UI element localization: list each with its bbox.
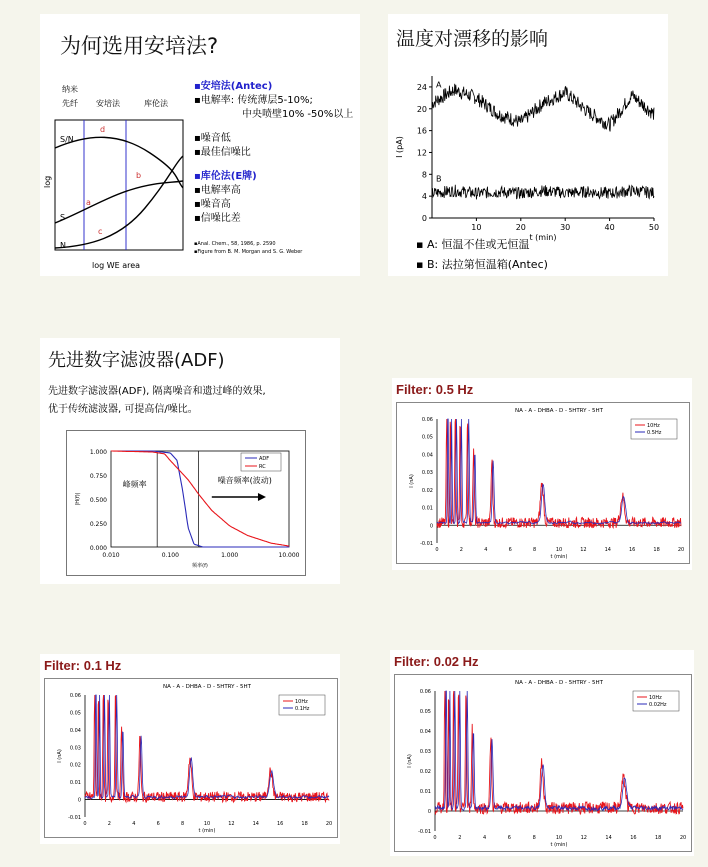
filter-xtick-label: 16 bbox=[629, 547, 636, 553]
adf-xlabel: 频率(f) bbox=[192, 563, 208, 569]
drift-series-label-A: A bbox=[436, 80, 442, 90]
filter-legend-label: 0.02Hz bbox=[649, 702, 667, 708]
filter-ytick-label: 0.05 bbox=[419, 709, 431, 715]
diagram-ylabel: log bbox=[43, 175, 52, 188]
filter-ytick-label: 0 bbox=[429, 523, 433, 530]
adf-chart bbox=[67, 431, 305, 575]
filter-legend-label: 10Hz bbox=[647, 423, 660, 429]
filter-01-chart bbox=[44, 678, 338, 838]
drift-ytick-label: 16 bbox=[416, 126, 427, 136]
filter-xtick-label: 12 bbox=[228, 821, 235, 827]
filter-xtick-label: 6 bbox=[508, 547, 512, 553]
filter-xtick-label: 14 bbox=[252, 821, 259, 827]
adf-ytick-label: 0.250 bbox=[89, 521, 107, 528]
filter-xtick-label: 18 bbox=[301, 821, 308, 827]
adf-xtick-label: 0.010 bbox=[102, 552, 120, 559]
antec-line-3: ▪噪音低 bbox=[194, 133, 231, 144]
filter-xtick-label: 2 bbox=[458, 835, 462, 841]
ref-2: ▪Figure from B. M. Morgan and S. G. Weber bbox=[194, 249, 303, 255]
filter-xtick-label: 10 bbox=[555, 835, 563, 841]
filter-series-0.5Hz bbox=[437, 419, 681, 524]
adf-xtick-label: 10.000 bbox=[278, 552, 300, 559]
drift-xtick-label: 50 bbox=[648, 223, 660, 232]
filter-xtick-label: 6 bbox=[156, 821, 160, 827]
drift-ytick-label: 20 bbox=[416, 104, 427, 114]
adf-xtick-label: 1.000 bbox=[221, 552, 239, 559]
filter-002-title: Filter: 0.02 Hz bbox=[394, 654, 479, 669]
filter-ytick-label: 0 bbox=[77, 797, 81, 804]
filter-ytick-label: 0.05 bbox=[421, 434, 433, 441]
filter-xtick-label: 0 bbox=[433, 835, 437, 841]
filter-xtick-label: 18 bbox=[653, 547, 660, 553]
filter-ytick-label: 0.03 bbox=[421, 470, 433, 477]
filter-chart-title: NA - A - DHBA - D - 5HTRY - 5HT bbox=[162, 684, 252, 690]
drift-ytick-label: 8 bbox=[421, 170, 427, 180]
curve-sn bbox=[55, 137, 183, 188]
letter-b: b bbox=[136, 171, 142, 180]
filter-ytick-label: -0.01 bbox=[418, 829, 431, 835]
drift-chart bbox=[388, 58, 668, 242]
name-n: N bbox=[60, 241, 66, 250]
panel-amperometry bbox=[40, 14, 360, 276]
filter-legend-label: 0.5Hz bbox=[647, 430, 662, 436]
adf-ytick-label: 0.500 bbox=[89, 497, 107, 504]
filter-legend-box bbox=[631, 419, 677, 439]
label-coul: 库伦法 bbox=[144, 99, 168, 108]
coul-line-1: ▪电解率高 bbox=[194, 185, 241, 196]
filter-xtick-label: 0 bbox=[83, 821, 87, 827]
filter-ytick-label: 0.04 bbox=[419, 729, 431, 735]
filter-xtick-label: 20 bbox=[679, 835, 687, 841]
drift-xtick-label: 30 bbox=[560, 223, 571, 232]
adf-ytick-label: 1.000 bbox=[89, 449, 107, 456]
filter-xtick-label: 8 bbox=[533, 547, 537, 553]
adf-legend-label: ADF bbox=[259, 456, 270, 462]
label-amp: 安培法 bbox=[96, 99, 120, 108]
filter-ytick-label: 0.01 bbox=[419, 789, 431, 795]
filter-ytick-label: 0.01 bbox=[421, 505, 433, 512]
filter-xtick-label: 14 bbox=[605, 835, 612, 841]
filter-xtick-label: 2 bbox=[459, 547, 463, 553]
filter-xtick-label: 10 bbox=[203, 821, 211, 827]
filter-xtick-label: 8 bbox=[532, 835, 536, 841]
drift-ytick-label: 0 bbox=[421, 214, 427, 223]
filter-series-0.1Hz bbox=[85, 695, 329, 799]
filter-ytick-label: 0.01 bbox=[69, 780, 81, 787]
filter-ylabel: I (nA) bbox=[57, 749, 63, 763]
adf-xtick-label: 0.100 bbox=[161, 552, 179, 559]
letter-a: a bbox=[86, 198, 91, 207]
adf-desc-2: 优于传统滤波器, 可提高信/噪比。 bbox=[48, 404, 198, 415]
filter-ytick-label: 0.02 bbox=[69, 762, 81, 769]
drift-xtick-label: 40 bbox=[604, 223, 615, 232]
filter-xlabel: t (min) bbox=[198, 828, 216, 834]
drift-ytick-label: 24 bbox=[416, 82, 427, 92]
drift-series-B bbox=[432, 185, 654, 200]
filter-xtick-label: 14 bbox=[604, 547, 611, 553]
adf-arrow-head bbox=[258, 493, 266, 501]
antec-line-4: ▪最佳信噪比 bbox=[194, 147, 251, 158]
filter-ytick-label: 0.05 bbox=[69, 710, 81, 717]
coul-line-2: ▪噪音高 bbox=[194, 199, 231, 210]
filter-ytick-label: 0.02 bbox=[419, 769, 431, 775]
coul-line-3: ▪信噪比差 bbox=[194, 213, 241, 224]
filter-ytick-label: 0 bbox=[427, 809, 431, 815]
filter-ytick-label: 0.03 bbox=[69, 745, 81, 752]
filter-xtick-label: 16 bbox=[277, 821, 284, 827]
filter-xtick-label: 20 bbox=[325, 821, 333, 827]
panel1-title: 为何选用安培法? bbox=[60, 34, 219, 58]
drift-series-A bbox=[432, 84, 654, 132]
letter-c: c bbox=[98, 227, 103, 236]
panel2-title: 温度对漂移的影响 bbox=[396, 28, 549, 50]
curve-n bbox=[55, 156, 183, 248]
adf-ytick-label: 0.000 bbox=[89, 545, 107, 552]
filter-ylabel: I (nA) bbox=[407, 754, 413, 768]
adf-chart-frame bbox=[66, 430, 306, 576]
panel-filter-01 bbox=[40, 654, 340, 844]
antec-notes bbox=[194, 80, 353, 226]
filter-legend-label: 0.1Hz bbox=[295, 706, 310, 712]
filter-legend-label: 10Hz bbox=[649, 695, 662, 701]
bullet-a: ▪ A: 恒温不佳或无恒温 bbox=[416, 238, 530, 251]
adf-ylabel: |H(f)| bbox=[75, 492, 81, 506]
adf-ytick-label: 0.750 bbox=[89, 473, 107, 480]
filter-ytick-label: 0.06 bbox=[421, 417, 433, 423]
filter-xtick-label: 18 bbox=[655, 835, 662, 841]
filter-xtick-label: 12 bbox=[580, 547, 587, 553]
filter-xtick-label: 12 bbox=[580, 835, 587, 841]
filter-xtick-label: 20 bbox=[677, 547, 685, 553]
drift-ylabel: I (pA) bbox=[395, 136, 404, 158]
drift-ytick-label: 12 bbox=[416, 148, 427, 158]
antec-line-2: 中央喷壁10% -50%以上 bbox=[242, 109, 354, 120]
filter-xtick-label: 8 bbox=[181, 821, 185, 827]
drift-xtick-label: 10 bbox=[471, 223, 482, 232]
filter-xtick-label: 4 bbox=[483, 835, 487, 841]
filter-xlabel: t (min) bbox=[550, 842, 568, 848]
name-s: S bbox=[60, 213, 66, 222]
filter-ytick-label: 0.03 bbox=[419, 749, 431, 755]
adf-legend-label: RC bbox=[259, 464, 266, 470]
drift-series-label-B: B bbox=[436, 174, 442, 184]
filter-chart-title: NA - A - DHBA - D - 5HTRY - 5HT bbox=[514, 680, 604, 686]
filter-ylabel: I (nA) bbox=[409, 474, 415, 488]
filter-xtick-label: 4 bbox=[132, 821, 136, 827]
sn-diagram bbox=[43, 108, 190, 273]
filter-xtick-label: 0 bbox=[435, 547, 439, 553]
drift-xtick-label: 20 bbox=[515, 223, 526, 232]
coul-head: ▪库伦法(E牌) bbox=[194, 171, 257, 182]
filter-chart-title: NA - A - DHBA - D - 5HTRY - 5HT bbox=[514, 408, 604, 414]
name-sn: S/N bbox=[60, 135, 74, 144]
diagram-xlabel: log WE area bbox=[92, 261, 141, 270]
filter-series-0.02Hz bbox=[435, 691, 683, 811]
filter-ytick-label: -0.01 bbox=[68, 815, 81, 821]
filter-ytick-label: 0.06 bbox=[419, 689, 431, 695]
antec-line-1: ▪电解率: 传统薄层5-10%; bbox=[194, 95, 313, 106]
bullet-b: ▪ B: 法拉第恒温箱(Antec) bbox=[416, 258, 548, 271]
adf-desc-1: 先进数字滤波器(ADF), 隔离噪音和遗过峰的效果, bbox=[48, 386, 266, 397]
filter-ytick-label: -0.01 bbox=[420, 541, 433, 547]
adf-region-peak: 峰频率 bbox=[122, 480, 147, 489]
filter-ytick-label: 0.04 bbox=[421, 452, 433, 459]
adf-region-noise: 噪音频率(波动) bbox=[217, 476, 272, 485]
filter-xlabel: t (min) bbox=[550, 554, 568, 560]
panel3-title: 先进数字滤波器(ADF) bbox=[48, 350, 225, 371]
filter-ytick-label: 0.06 bbox=[69, 693, 81, 699]
panel-temperature-drift bbox=[388, 14, 668, 276]
filter-05-chart bbox=[396, 402, 690, 564]
filter-xtick-label: 10 bbox=[555, 547, 563, 553]
filter-legend-box bbox=[279, 695, 325, 715]
filter-xtick-label: 2 bbox=[107, 821, 111, 827]
ref-1: ▪Anal. Chem., 58, 1986, p. 2590 bbox=[194, 241, 276, 247]
filter-002-chart bbox=[394, 674, 692, 852]
label-fiber: 先纤 bbox=[62, 99, 78, 108]
label-nano: 纳米 bbox=[62, 85, 78, 94]
drift-xlabel: t (min) bbox=[529, 233, 557, 242]
filter-ytick-label: 0.04 bbox=[69, 727, 81, 734]
filter-xtick-label: 4 bbox=[484, 547, 488, 553]
antec-head: ▪安培法(Antec) bbox=[194, 81, 273, 92]
filter-legend-label: 10Hz bbox=[295, 699, 308, 705]
filter-xtick-label: 16 bbox=[630, 835, 637, 841]
panel-adf bbox=[40, 338, 340, 584]
letter-d: d bbox=[100, 125, 106, 134]
filter-legend-box bbox=[633, 691, 679, 711]
filter-ytick-label: 0.02 bbox=[421, 487, 433, 494]
panel-filter-002 bbox=[390, 650, 694, 856]
panel-filter-05 bbox=[392, 378, 692, 570]
filter-05-title: Filter: 0.5 Hz bbox=[396, 382, 474, 397]
filter-xtick-label: 6 bbox=[507, 835, 511, 841]
references bbox=[194, 240, 302, 256]
drift-ytick-label: 4 bbox=[421, 192, 427, 202]
filter-01-title: Filter: 0.1 Hz bbox=[44, 658, 122, 673]
curve-s bbox=[55, 181, 183, 223]
